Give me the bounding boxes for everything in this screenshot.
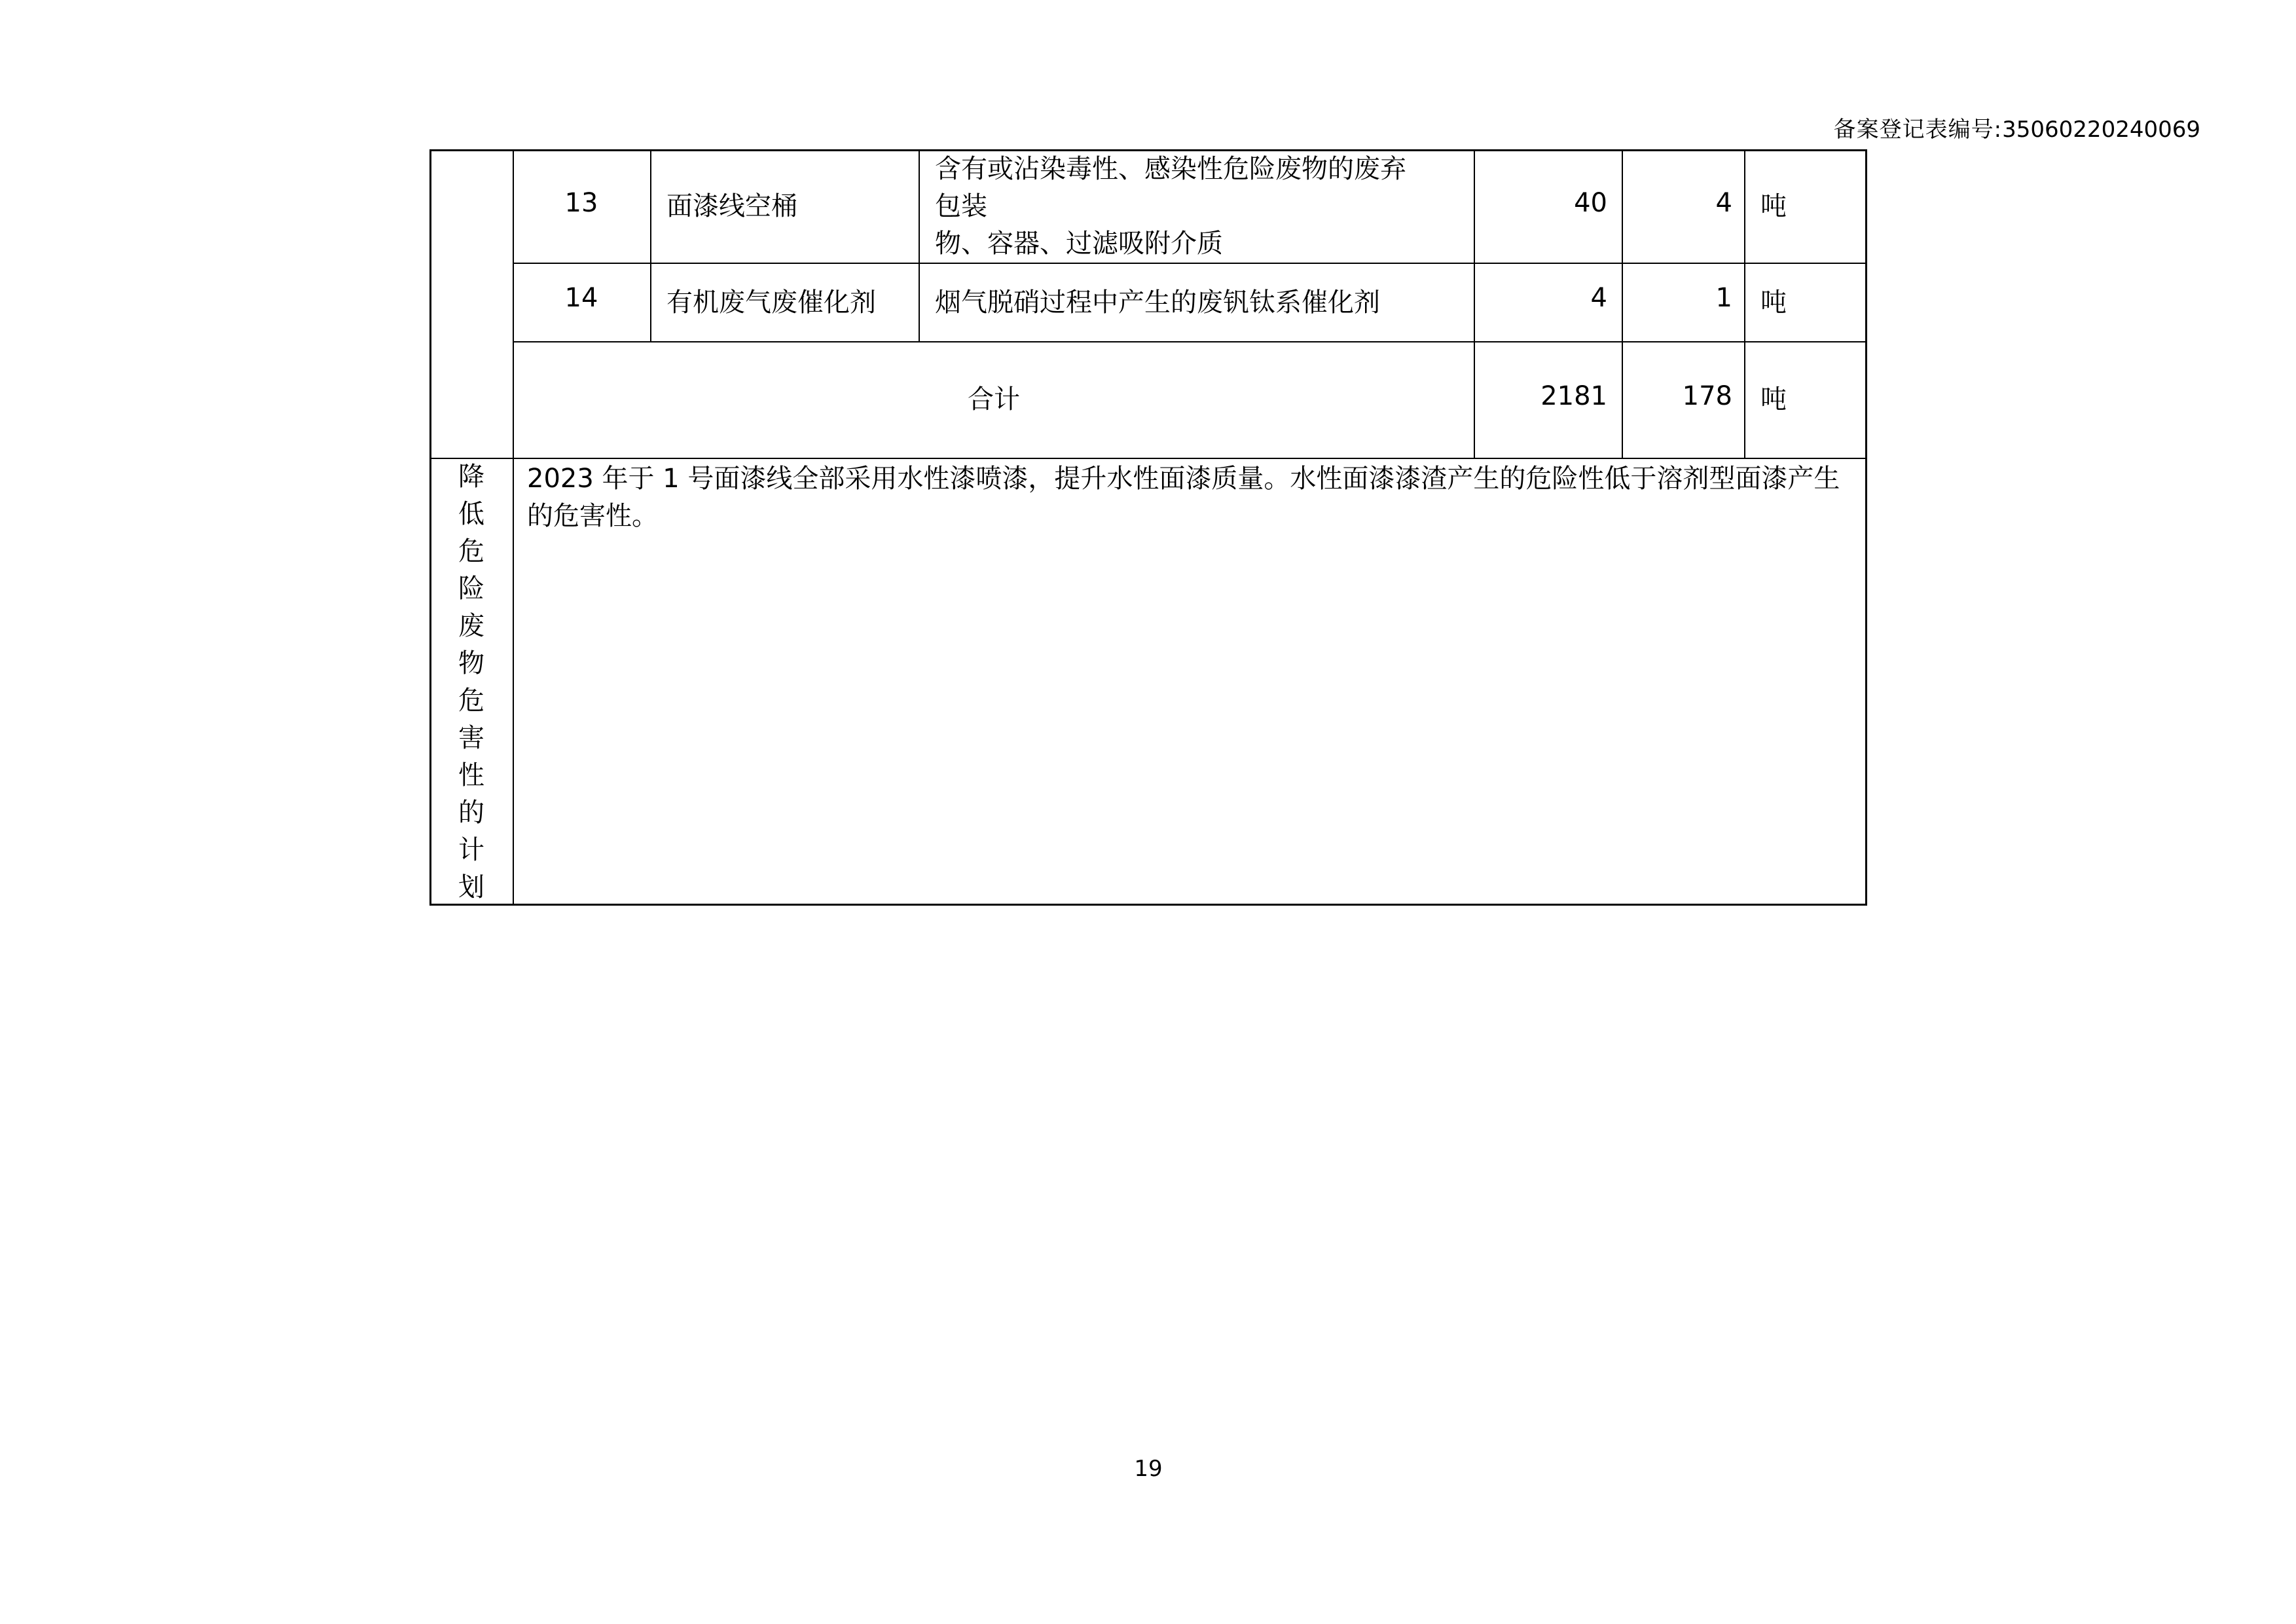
table-row-description-line: 物、容器、过滤吸附介质 xyxy=(935,229,1223,259)
table-row-no: 14 xyxy=(564,283,598,313)
table-divider xyxy=(650,149,651,342)
table-row-name: 有机废气废催化剂 xyxy=(666,287,876,318)
plan-text: 2023 年于 1 号面漆线全部采用水性漆喷漆，提升水性面漆质量。水性面漆漆渣产生的危险性低于溶剂型面漆产生的危害性。 xyxy=(527,464,1840,531)
registration-number-label: 备案登记表编号: xyxy=(1833,117,2003,143)
table-divider xyxy=(1744,149,1745,458)
table-row-value1: 40 xyxy=(1574,188,1607,218)
plan-label-char: 害 xyxy=(458,723,484,753)
plan-label-char: 物 xyxy=(458,648,484,678)
plan-label-char: 划 xyxy=(458,872,484,902)
table-row-unit: 吨 xyxy=(1760,191,1787,221)
total-unit: 吨 xyxy=(1760,384,1787,415)
table-row-unit: 吨 xyxy=(1760,287,1787,318)
plan-label-char: 降 xyxy=(458,462,484,492)
plan-label-char: 危 xyxy=(458,536,484,566)
table-divider xyxy=(513,263,1867,264)
total-value1: 2181 xyxy=(1540,381,1607,411)
table-divider xyxy=(1474,149,1475,458)
plan-label-char: 的 xyxy=(458,798,484,828)
table-divider xyxy=(919,149,920,342)
plan-label-char: 险 xyxy=(458,574,484,604)
plan-label-char: 计 xyxy=(458,835,484,865)
table-row-description-line: 含有或沾染毒性、感染性危险废物的废弃 xyxy=(935,154,1406,184)
total-value2: 178 xyxy=(1682,381,1732,411)
table-row-value1: 4 xyxy=(1590,283,1607,313)
table-row-no: 13 xyxy=(564,188,598,218)
plan-label-char: 低 xyxy=(458,499,484,529)
table-row-value2: 4 xyxy=(1715,188,1732,218)
page-number: 19 xyxy=(1134,1456,1163,1482)
table-row-name: 面漆线空桶 xyxy=(666,191,797,221)
table-row-value2: 1 xyxy=(1715,283,1732,313)
plan-label xyxy=(432,458,511,906)
registration-number-value: 35060220240069 xyxy=(2002,117,2200,143)
table-divider xyxy=(513,341,1867,342)
registration-number-header xyxy=(1834,113,2200,147)
table-row-description-line: 烟气脱硝过程中产生的废钒钛系催化剂 xyxy=(935,287,1380,318)
table-divider xyxy=(429,458,1867,459)
table-divider xyxy=(1622,149,1623,458)
total-label: 合计 xyxy=(968,384,1020,415)
plan-label-char: 废 xyxy=(458,611,484,641)
plan-label-char: 危 xyxy=(458,686,484,716)
table-row-description-line: 包装 xyxy=(935,191,987,221)
plan-label-char: 性 xyxy=(458,760,484,790)
